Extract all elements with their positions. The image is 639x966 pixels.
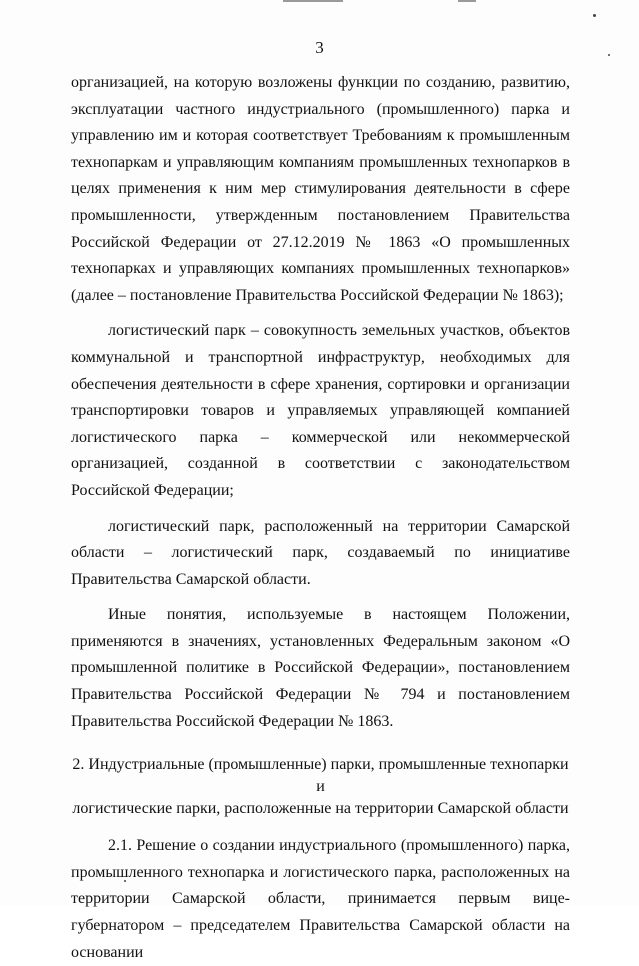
scan-edge-line: [458, 0, 476, 2]
section-heading: [71, 754, 570, 820]
paragraph-definition-logistics-park: логистический парк – совокупность земельных участков, объектов коммунальной и транспортной инфраструктур, необходимых для обеспечения деятельности в сфере хранения, сортировки и организации транспортировки товаров и управляемых управляющей компанией логистического парка – коммерческой или некоммерческой организацией, созданной в соответствии с законодательством Российской Федерации;: [71, 322, 570, 499]
paragraph-section-2-1: 2.1. Решение о создании индустриального (промышленного) парка, промышленного технопарка и логистического парка, расположенных на территории Самарской области, принимается первым вице-губернатором – председателем Правительства Самарской области на основании: [71, 837, 571, 961]
scan-edge-line: [283, 0, 343, 2]
paragraph-other-terms: Иные понятия, используемые в настоящем Положении, применяются в значениях, установленных Федеральным законом «О промышленной политике в Российской Федерации», постановлением Правительства Российской Федерации № 794 и постановлением Правительства Российской Федерации № 1863.: [71, 606, 571, 730]
scan-speck: [593, 14, 596, 17]
document-body: [71, 70, 570, 966]
paragraph-definition-management-company: организацией, на которую возложены функции по созданию, развитию, эксплуатации частного индустриального (промышленного) парка и управлению им и которая соответствует Требованиям к промышленным технопаркам и управляющим компаниям промышленных технопарков в целях применения к ним мер стимулирования деятельности в сфере промышленности, утвержденным постановлением Правительства Российской Федерации от 27.12.2019 № 1863 «О промышленных технопарках и управляющих компаниях промышленных технопарков» (далее – постановление Правительства Российской Федерации № 1863);: [71, 74, 571, 304]
page-number: 3: [315, 38, 324, 57]
section-heading-line: 2. Индустриальные (промышленные) парки, промышленные технопарки и: [72, 756, 569, 796]
section-heading-line: логистические парки, расположенные на территории Самарской области: [72, 800, 569, 818]
paragraph-definition-samara-logistics-park: логистический парк, расположенный на территории Самарской области – логистический парк, создаваемый по инициативе Правительства Самарской области.: [71, 517, 570, 588]
